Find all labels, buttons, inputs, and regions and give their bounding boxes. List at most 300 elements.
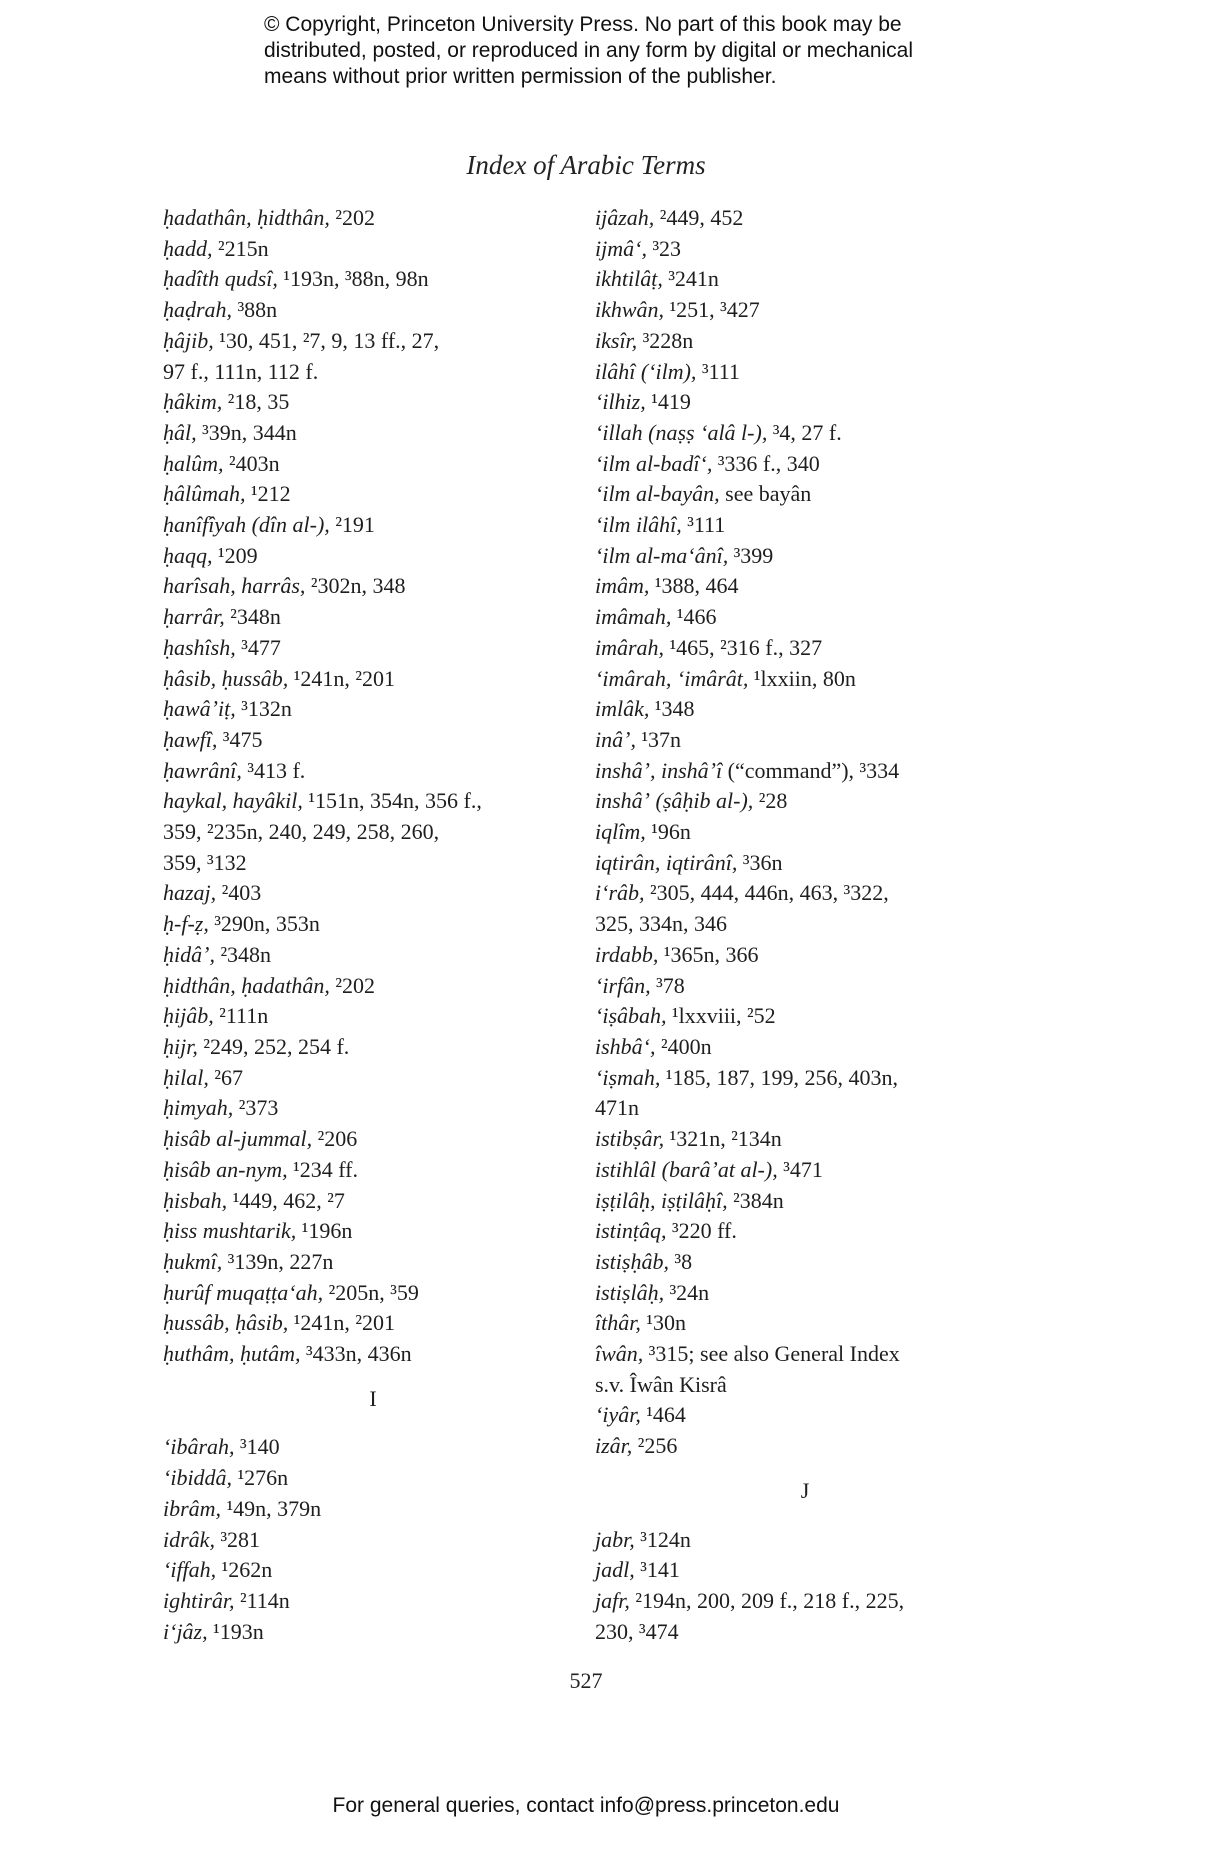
index-entry xyxy=(595,817,1015,848)
index-entry-line xyxy=(163,264,583,295)
copyright-line: distributed, posted, or reproduced in any form by digital or mechanical xyxy=(264,39,914,62)
index-entry-line xyxy=(595,878,1015,909)
index-entry xyxy=(163,971,583,1002)
index-entry xyxy=(595,664,1015,695)
index-entry-line xyxy=(163,1093,583,1124)
index-term: ḥadathân, ḥidthân, xyxy=(163,205,330,230)
index-entry xyxy=(595,1247,1015,1278)
index-term: ightirâr, xyxy=(163,1587,235,1613)
index-references: ³111 xyxy=(701,358,740,384)
index-references: ¹185, 187, 199, 256, 403n, xyxy=(665,1064,898,1090)
index-entry-line xyxy=(595,1339,1015,1370)
index-references: ¹466 xyxy=(676,604,717,630)
index-entry xyxy=(595,725,1015,756)
index-entry xyxy=(163,1586,583,1617)
index-references: ¹lxxviii, ²52 xyxy=(672,1003,776,1029)
index-entry-line xyxy=(595,909,1015,940)
index-entry xyxy=(595,264,1015,295)
index-term: imârah, xyxy=(595,634,665,660)
index-references: ²18, 35 xyxy=(227,389,290,415)
index-entry-line xyxy=(595,541,1015,572)
page-title: Index of Arabic Terms xyxy=(466,150,706,180)
index-entry-line xyxy=(595,387,1015,418)
index-references: ²67 xyxy=(214,1064,243,1090)
index-term: ijmâʻ, xyxy=(595,235,647,261)
index-entry xyxy=(163,326,583,387)
index-entry-line xyxy=(163,1463,583,1494)
index-references: ³141 xyxy=(640,1557,680,1583)
index-entry-line xyxy=(595,449,1015,480)
index-entry-line xyxy=(595,1525,1015,1556)
copyright-notice xyxy=(264,12,1024,90)
index-references: ²205n, ³59 xyxy=(328,1279,419,1305)
index-references: ¹251, ³427 xyxy=(669,297,760,323)
index-term: iksîr, xyxy=(595,327,638,353)
index-entry xyxy=(163,694,583,725)
index-entry-line xyxy=(163,1216,583,1247)
index-entry xyxy=(163,602,583,633)
index-entry xyxy=(163,1308,583,1339)
index-entry-line xyxy=(163,1032,583,1063)
index-references: 325, 334n, 346 xyxy=(595,911,727,937)
index-entry-line xyxy=(595,1370,1015,1401)
index-entry-line xyxy=(163,1001,583,1032)
index-references: ³471 xyxy=(783,1156,823,1182)
index-entry-line xyxy=(595,295,1015,326)
index-entry xyxy=(163,1247,583,1278)
index-entry-line xyxy=(595,571,1015,602)
index-references: ³477 xyxy=(241,634,281,660)
index-references: ¹30, 451, ²7, 9, 13 ff., 27, xyxy=(219,327,440,353)
index-references: ²449, 452 xyxy=(659,205,744,230)
index-entry xyxy=(595,295,1015,326)
index-term: haykal, hayâkil, xyxy=(163,788,303,814)
index-references: ²403 xyxy=(221,880,262,906)
index-entry xyxy=(595,1339,1015,1400)
index-term: ʻillah (naṣṣ ʻalâ l-), xyxy=(595,419,768,445)
index-term: istinṭâq, xyxy=(595,1218,667,1244)
index-references: ¹96n xyxy=(651,819,691,845)
index-references: ³140 xyxy=(240,1434,280,1460)
index-references: ¹388, 464 xyxy=(654,573,739,599)
index-entry-line xyxy=(595,1124,1015,1155)
index-references: ³78 xyxy=(656,972,685,998)
index-term: ḥadîth qudsî, xyxy=(163,266,278,292)
index-references: ³336 f., 340 xyxy=(717,450,820,476)
index-entry-line xyxy=(163,817,583,848)
index-term: ḥilal, xyxy=(163,1064,209,1090)
index-references: ¹365n, 366 xyxy=(663,941,759,967)
index-term: ḥijâb, xyxy=(163,1003,214,1029)
index-entry-line xyxy=(595,694,1015,725)
index-entry xyxy=(595,203,1015,234)
index-term: ʻilm ilâhî, xyxy=(595,512,682,538)
index-entry-line xyxy=(163,479,583,510)
index-entry xyxy=(595,541,1015,572)
index-term: ijâzah, xyxy=(595,205,655,230)
index-references: ¹212 xyxy=(251,481,291,507)
index-entry xyxy=(595,878,1015,939)
index-entry xyxy=(163,1463,583,1494)
index-references: ²111n xyxy=(219,1003,269,1029)
index-term: ḥâsib, ḥussâb, xyxy=(163,665,289,691)
index-entry xyxy=(595,1431,1015,1462)
index-entry xyxy=(163,1186,583,1217)
index-references: ²206 xyxy=(317,1126,358,1152)
index-entry-line xyxy=(163,633,583,664)
index-entry-line xyxy=(163,1586,583,1617)
index-references: ¹465, ²316 f., 327 xyxy=(669,634,823,660)
index-term: istiṣlâḥ, xyxy=(595,1279,665,1305)
index-entry xyxy=(595,1124,1015,1155)
index-entry xyxy=(595,1001,1015,1032)
index-entry xyxy=(163,449,583,480)
index-entry-line xyxy=(595,756,1015,787)
index-references: ³433n, 436n xyxy=(306,1341,412,1367)
index-references: ²400n xyxy=(661,1033,712,1059)
index-references: ²305, 444, 446n, 463, ³322, xyxy=(650,880,889,906)
index-entry xyxy=(163,264,583,295)
index-references: ³139n, 227n xyxy=(227,1248,334,1274)
index-term: ʻiṣmah, xyxy=(595,1064,661,1090)
index-entry xyxy=(595,510,1015,541)
index-entry-line xyxy=(163,909,583,940)
index-entry xyxy=(163,940,583,971)
index-entry xyxy=(163,1432,583,1463)
index-entry xyxy=(595,1400,1015,1431)
index-entry-line xyxy=(163,786,583,817)
index-term: ḥijr, xyxy=(163,1033,198,1059)
index-term: jafr, xyxy=(595,1587,630,1613)
index-entry xyxy=(163,479,583,510)
index-entry xyxy=(163,1525,583,1556)
index-entry-line xyxy=(163,694,583,725)
copyright-line: means without prior written permission of the publisher. xyxy=(264,65,777,88)
index-entry-line xyxy=(163,1494,583,1525)
index-entry-line xyxy=(163,1247,583,1278)
index-references: ³315; see also General Index xyxy=(648,1341,900,1367)
index-entry xyxy=(163,909,583,940)
index-term: ʻilm al-badîʻ, xyxy=(595,450,713,476)
index-references: ¹49n, 379n xyxy=(226,1495,322,1521)
index-entry xyxy=(595,326,1015,357)
index-references: ³290n, 353n xyxy=(214,911,320,937)
index-term: ḥuthâm, ḥutâm, xyxy=(163,1341,301,1367)
index-references: ²348n xyxy=(220,941,272,967)
index-entry xyxy=(163,203,583,234)
index-term: ʻilm al-bayân, xyxy=(595,481,720,507)
index-entry xyxy=(163,1339,583,1370)
index-entry-line xyxy=(163,1617,583,1648)
index-column-left xyxy=(163,203,583,1647)
index-references: ¹348 xyxy=(654,696,695,722)
index-references: ²28 xyxy=(758,788,788,814)
index-entry-line xyxy=(163,1155,583,1186)
index-term: ʻiyâr, xyxy=(595,1402,641,1428)
index-entry-line xyxy=(163,571,583,602)
section-letter-heading: I xyxy=(369,1385,377,1411)
index-entry-line xyxy=(163,203,583,234)
index-references: ³475 xyxy=(222,726,263,752)
index-references: ¹241n, ²201 xyxy=(293,1310,395,1336)
index-entry-line xyxy=(163,1339,583,1370)
index-entry xyxy=(163,1001,583,1032)
index-term: idrâk, xyxy=(163,1526,215,1552)
index-term: ilâhî (ʻilm), xyxy=(595,358,697,384)
index-entry-line xyxy=(163,940,583,971)
index-entry-line xyxy=(163,1555,583,1586)
index-entry-line xyxy=(595,1586,1015,1617)
index-entry-line xyxy=(595,1032,1015,1063)
index-term: harîsah, harrâs, xyxy=(163,573,306,599)
index-entry-line xyxy=(595,1555,1015,1586)
index-term: ḥâjib, xyxy=(163,327,214,353)
index-term: ḥidâʼ, xyxy=(163,941,215,967)
index-entry-line xyxy=(163,971,583,1002)
index-entry-line xyxy=(163,295,583,326)
index-term: imlâk, xyxy=(595,696,650,722)
index-entry-line xyxy=(595,1308,1015,1339)
index-term: ḥarrâr, xyxy=(163,604,225,630)
index-entry xyxy=(163,786,583,878)
index-references: ¹37n xyxy=(641,726,682,752)
index-entry-line xyxy=(595,1093,1015,1124)
index-references: ²191 xyxy=(335,512,375,538)
index-entry xyxy=(163,1093,583,1124)
index-references: ³88n xyxy=(237,297,278,323)
index-term: ḥukmî, xyxy=(163,1248,223,1274)
index-references: ³111 xyxy=(687,512,726,538)
index-entry-line xyxy=(595,418,1015,449)
index-entry-line xyxy=(595,1278,1015,1309)
index-references: ³36n xyxy=(742,849,783,875)
index-term: ḥaḍrah, xyxy=(163,297,233,323)
index-references: ¹449, 462, ²7 xyxy=(232,1187,345,1213)
section-letter-heading: J xyxy=(800,1477,810,1503)
index-references: ²249, 252, 254 f. xyxy=(203,1033,350,1059)
index-term: îthâr, xyxy=(595,1310,641,1336)
index-entry-line xyxy=(163,1186,583,1217)
index-entry-line xyxy=(595,971,1015,1002)
index-references: ¹193n, ³88n, 98n xyxy=(283,266,429,292)
index-entry-line xyxy=(595,357,1015,388)
index-entry-line xyxy=(163,1525,583,1556)
index-references: ³8 xyxy=(674,1248,693,1274)
index-term: ʻiṣâbah, xyxy=(595,1003,667,1029)
index-term: ḥalûm, xyxy=(163,450,224,476)
index-entry xyxy=(595,449,1015,480)
index-references: ¹151n, 354n, 356 f., xyxy=(308,788,482,814)
index-entry xyxy=(163,1494,583,1525)
index-term: iʻrâb, xyxy=(595,880,645,906)
index-references: ²384n xyxy=(733,1187,784,1213)
index-entry xyxy=(163,725,583,756)
index-entry xyxy=(595,234,1015,265)
index-term: ḥâkim, xyxy=(163,389,223,415)
index-entry xyxy=(595,940,1015,971)
index-entry xyxy=(163,387,583,418)
index-entry-line xyxy=(163,510,583,541)
index-term: ʻimârah, ʻimârât, xyxy=(595,665,749,691)
index-term: jadl, xyxy=(595,1557,635,1583)
index-references: ¹lxxiin, 80n xyxy=(753,665,856,691)
index-entry xyxy=(595,848,1015,879)
index-term: ikhtilâṭ, xyxy=(595,266,663,292)
index-references: ²348n xyxy=(230,604,281,630)
index-references: s.v. Îwân Kisrâ xyxy=(595,1371,727,1397)
index-entry xyxy=(595,1525,1015,1556)
index-term: ikhwân, xyxy=(595,297,665,323)
index-entry-line xyxy=(163,449,583,480)
index-entry-line xyxy=(595,786,1015,817)
index-term: iʻjâz, xyxy=(163,1618,208,1644)
index-references: 97 f., 111n, 112 f. xyxy=(163,358,319,384)
index-entry-line xyxy=(163,357,583,388)
index-term: istihlâl (barâʼat al-), xyxy=(595,1156,778,1182)
index-entry xyxy=(595,633,1015,664)
index-entry xyxy=(595,479,1015,510)
index-references: ³23 xyxy=(652,235,682,261)
index-term: ḥiss mushtarik, xyxy=(163,1218,297,1244)
index-entry xyxy=(163,1155,583,1186)
index-term: ibrâm, xyxy=(163,1495,222,1521)
index-term: ḥâl, xyxy=(163,419,197,445)
index-entry-line xyxy=(163,541,583,572)
footer-contact: For general queries, contact info@press.princeton.edu xyxy=(332,1794,840,1817)
index-term: ʻibiddâ, xyxy=(163,1465,233,1491)
index-entry xyxy=(595,1032,1015,1063)
index-entry xyxy=(595,418,1015,449)
index-references: ³228n xyxy=(642,327,694,353)
index-entry-line xyxy=(163,602,583,633)
index-entry-line xyxy=(595,1216,1015,1247)
index-entry xyxy=(595,1216,1015,1247)
index-references: (“command”), ³334 xyxy=(727,757,900,783)
index-entry xyxy=(595,1155,1015,1186)
index-entry-line xyxy=(163,725,583,756)
index-term: ḥanîfîyah (dîn al-), xyxy=(163,512,330,538)
index-entry xyxy=(163,1124,583,1155)
index-entry-line xyxy=(595,1001,1015,1032)
index-entry-line xyxy=(163,756,583,787)
index-entry-line xyxy=(163,1308,583,1339)
index-term: istibṣâr, xyxy=(595,1126,665,1152)
index-entry-line xyxy=(595,479,1015,510)
index-entry-line xyxy=(595,1431,1015,1462)
index-term: iqlîm, xyxy=(595,819,646,845)
index-references: ³124n xyxy=(640,1526,691,1552)
index-entry xyxy=(595,1555,1015,1586)
index-term: iṣṭilâḥ, iṣṭilâḥî, xyxy=(595,1187,728,1213)
index-entry xyxy=(163,1063,583,1094)
index-entry xyxy=(595,786,1015,817)
index-references: ³24n xyxy=(669,1279,710,1305)
index-entry xyxy=(163,633,583,664)
index-column-right xyxy=(595,203,1015,1647)
index-term: ʻilm al-maʻânî, xyxy=(595,542,729,568)
index-entry xyxy=(163,1032,583,1063)
index-entry xyxy=(595,1063,1015,1124)
index-entry-line xyxy=(595,203,1015,234)
index-entry xyxy=(595,602,1015,633)
index-entry xyxy=(163,1617,583,1648)
index-term: hazaj, xyxy=(163,880,217,906)
index-entry xyxy=(595,1586,1015,1647)
index-references: ¹196n xyxy=(301,1218,353,1244)
index-references: 359, ³132 xyxy=(163,849,247,875)
index-entry xyxy=(163,664,583,695)
index-entry-line xyxy=(595,1617,1015,1648)
index-entry-line xyxy=(163,1278,583,1309)
index-term: iqtirân, iqtirânî, xyxy=(595,849,738,875)
index-term: izâr, xyxy=(595,1433,633,1459)
index-term: ḥashîsh, xyxy=(163,634,236,660)
index-references: 359, ²235n, 240, 249, 258, 260, xyxy=(163,819,440,845)
index-entry xyxy=(595,1308,1015,1339)
index-references: ¹193n xyxy=(213,1618,264,1644)
index-entry-line xyxy=(595,817,1015,848)
index-references: ²256 xyxy=(637,1433,678,1459)
index-entry-line xyxy=(163,387,583,418)
index-term: ḥaqq, xyxy=(163,542,213,568)
index-references: ²202 xyxy=(335,205,375,230)
index-term: ḥadd, xyxy=(163,235,213,261)
index-term: ḥussâb, ḥâsib, xyxy=(163,1310,289,1336)
index-references: ¹419 xyxy=(651,389,691,415)
index-references: ²215n xyxy=(218,235,269,261)
index-entry xyxy=(163,1555,583,1586)
index-term: ḥawâʼiṭ, xyxy=(163,696,236,722)
index-references: ¹241n, ²201 xyxy=(293,665,395,691)
index-term: ḥisâb al-jummal, xyxy=(163,1126,313,1152)
index-entry xyxy=(595,1186,1015,1217)
index-entry-line xyxy=(595,633,1015,664)
index-entry xyxy=(595,571,1015,602)
index-term: ḥurûf muqaṭṭaʻah, xyxy=(163,1279,324,1305)
index-entry-line xyxy=(163,326,583,357)
index-references: ²194n, 200, 209 f., 218 f., 225, xyxy=(635,1587,905,1613)
index-entry-line xyxy=(163,1124,583,1155)
index-term: inshâʼ (ṣâḥib al-), xyxy=(595,788,754,814)
index-references: ³413 f. xyxy=(247,757,306,783)
index-references: ²202 xyxy=(335,972,375,998)
index-references: ²403n xyxy=(229,450,280,476)
index-term: ḥawrânî, xyxy=(163,757,242,783)
index-term: jabr, xyxy=(595,1526,635,1552)
index-references: ³399 xyxy=(733,542,774,568)
index-entry-line xyxy=(595,725,1015,756)
index-references: ¹30n xyxy=(646,1310,686,1336)
index-references: 230, ³474 xyxy=(595,1618,679,1644)
index-references: ²302n, 348 xyxy=(310,573,406,599)
index-references: see bayân xyxy=(725,481,812,507)
index-references: ³4, 27 f. xyxy=(772,419,842,445)
index-references: ²373 xyxy=(238,1095,279,1121)
copyright-line: © Copyright, Princeton University Press. No part of this book may be xyxy=(264,13,902,36)
index-entry-line xyxy=(595,326,1015,357)
index-references: ¹209 xyxy=(218,542,258,568)
index-entry-line xyxy=(595,1400,1015,1431)
index-entry-line xyxy=(595,510,1015,541)
index-entry xyxy=(595,694,1015,725)
index-references: ³132n xyxy=(241,696,292,722)
index-entry xyxy=(163,541,583,572)
index-references: 471n xyxy=(595,1095,639,1121)
index-entry xyxy=(595,387,1015,418)
index-entry xyxy=(595,1278,1015,1309)
index-term: inâʼ, xyxy=(595,726,636,752)
index-references: ¹321n, ²134n xyxy=(669,1126,782,1152)
